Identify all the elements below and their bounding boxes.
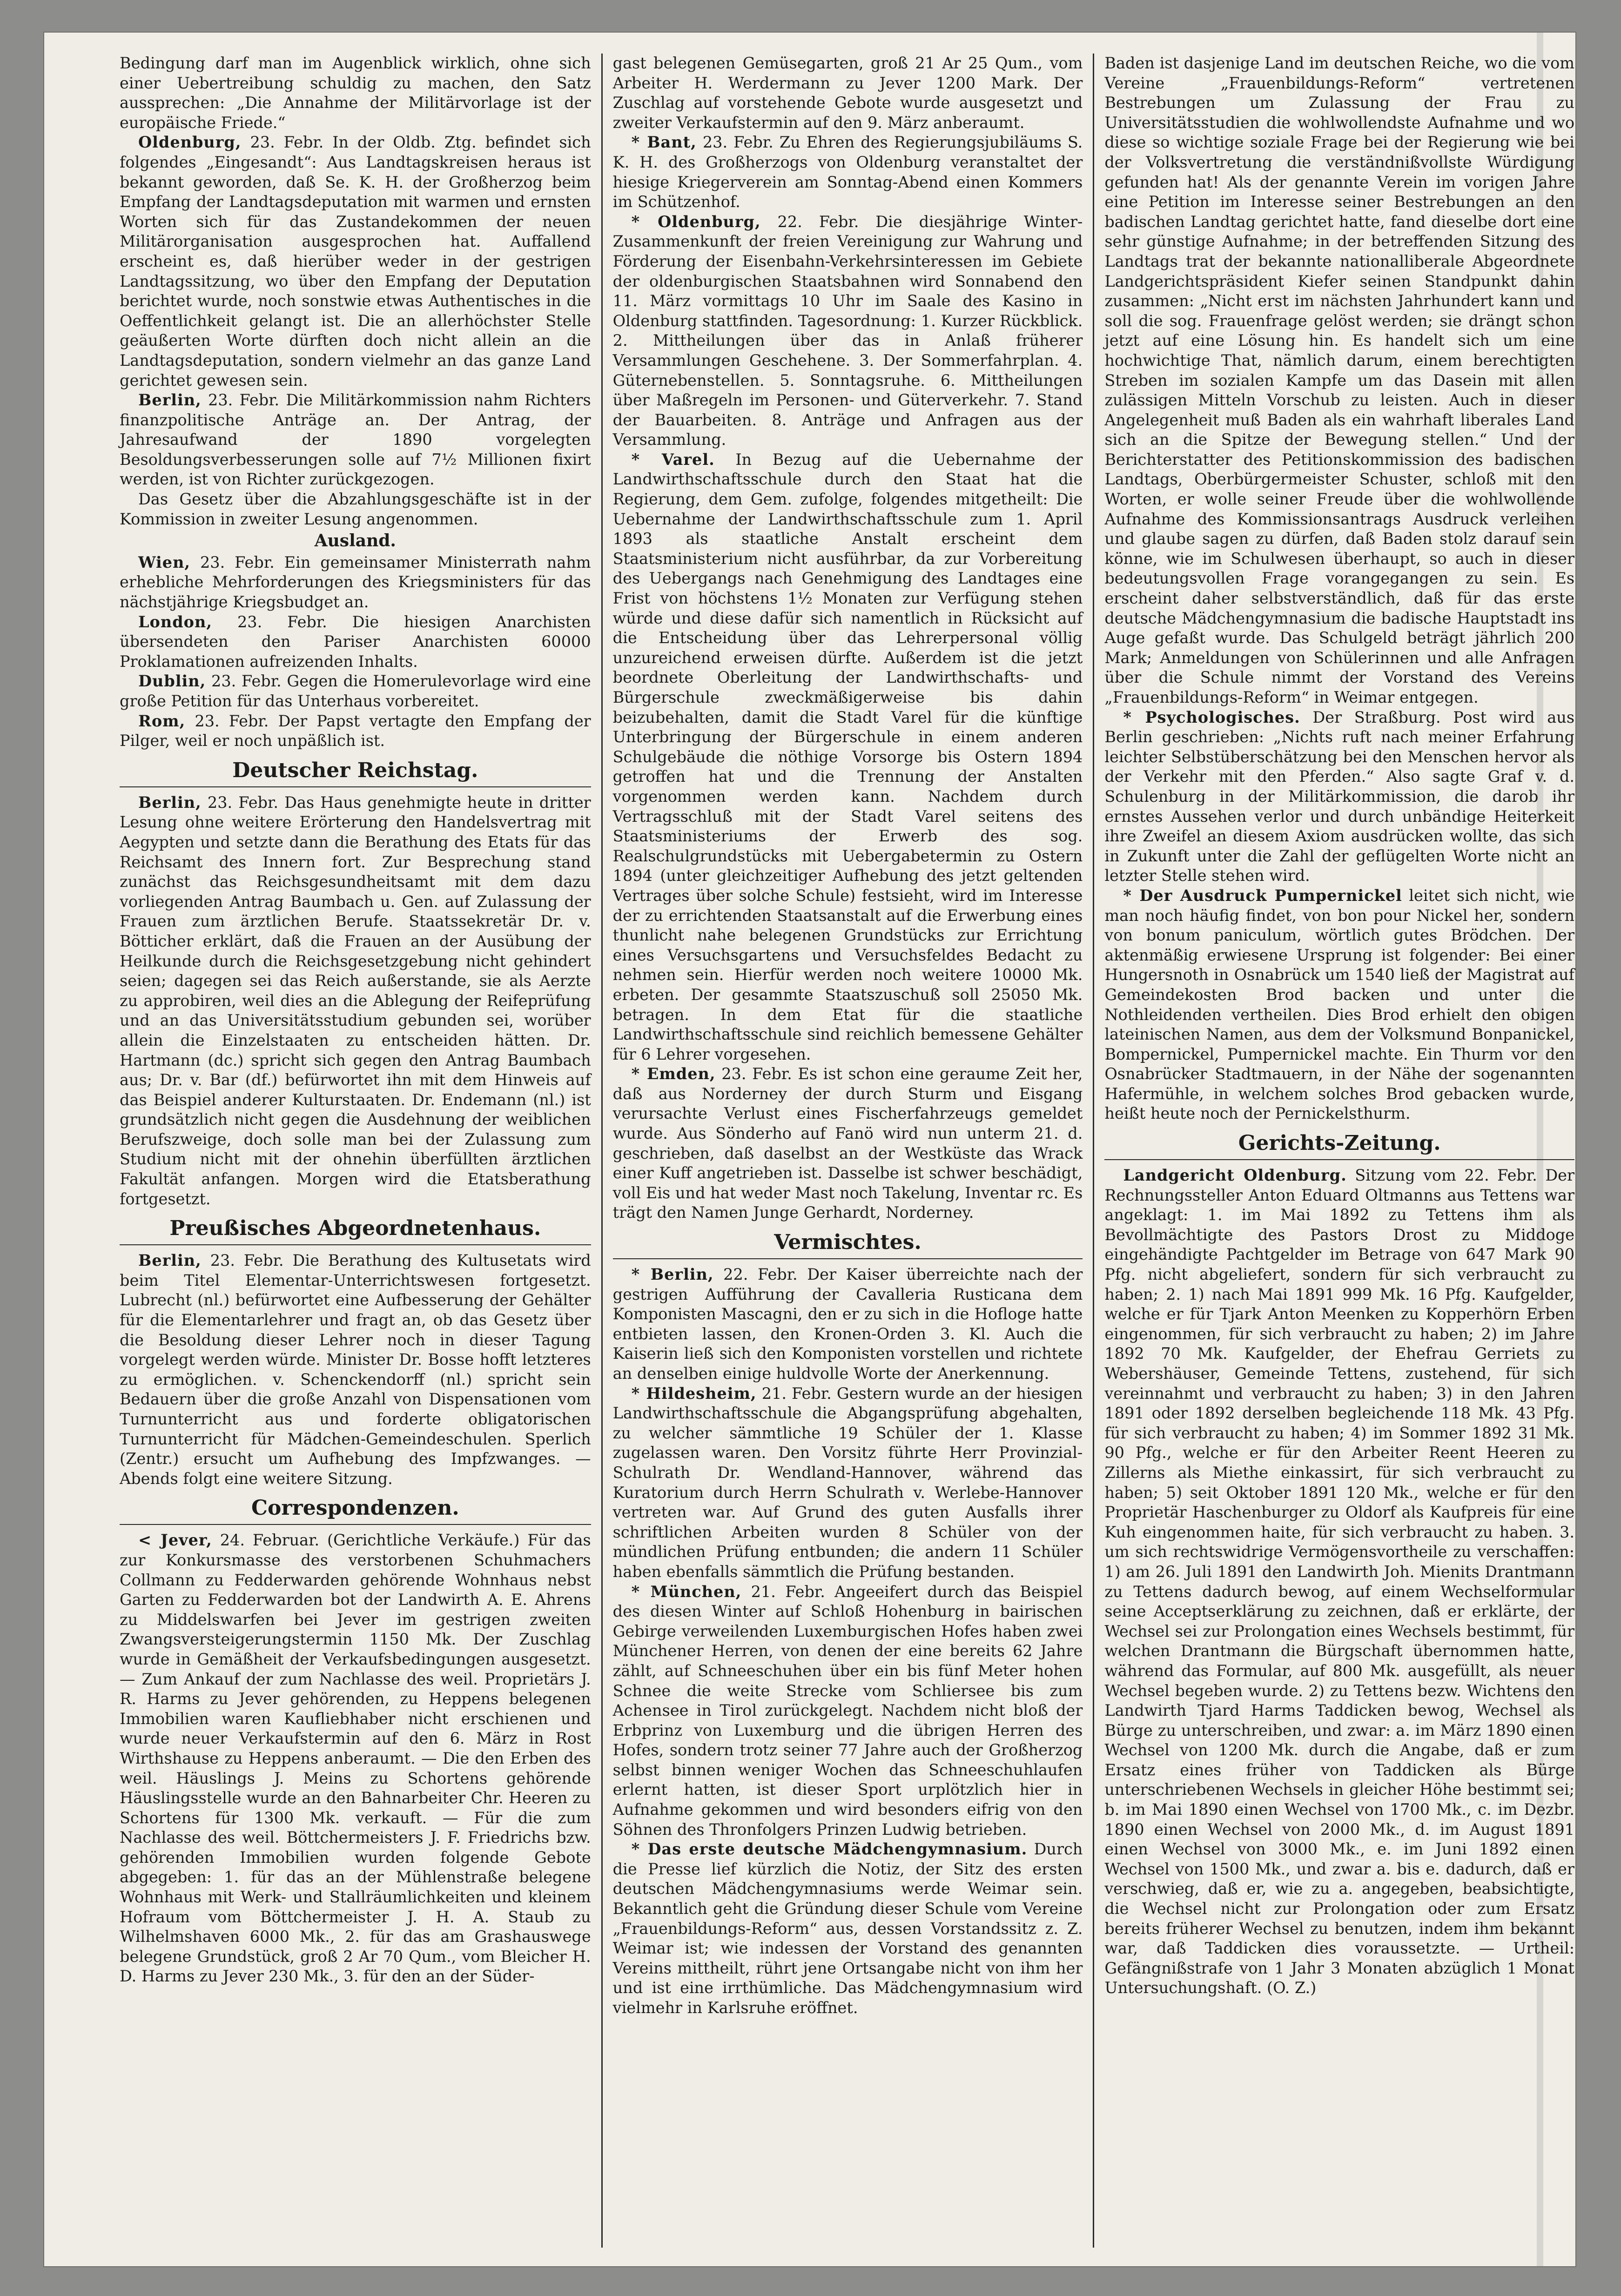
article-text: Der Straßburg. Post wird aus Berlin geschrieben: „Nichts ruft nach meiner Erfahrung leichter Selbstüberschätzung bei den Menschen hervor als der Verkehr mit den Pferden.“ Also sagte Graf v. d. Schulenburg in der Militärkommission, die darob ihr ernstes Aussehen verlor und durch unbändige Heiterkeit ihre Zweifel an diesem Axiom ausdrücken wollte, das sich in Zukunft unter die Zahl der geflügelten Worte nicht an letzter Stelle stehen wird. — [1104, 708, 1575, 885]
dateline: Rom, — [138, 712, 186, 730]
article-text: 23. Febr. Zu Ehren des Regierungsjubiläums S. K. H. des Großherzogs von Oldenburg veranstaltet der hiesige Kriegerverein am Sonntag-Abend einen Kommers im Schützenhof. — [612, 133, 1083, 211]
section-heading: Preußisches Abgeordnetenhaus. — [120, 1215, 591, 1245]
article-text: 23. Febr. Gegen die Homerulevorlage wird eine große Petition für das Unterhaus vorbereitet. — [120, 672, 591, 710]
section-heading: Vermischtes. — [613, 1229, 1083, 1259]
article-text: 23. Febr. Das Haus genehmigte heute in dritter Lesung ohne weitere Erörterung den Handelsvertrag mit Aegypten und setzte dann die Berathung des Etats für das Reichsamt des Innern fort. Zur Besprechung stand zunächst das Reichsgesundheitsamt mit dem dazu vorliegenden Antrag Baumbach u. Gen. auf Zulassung der Frauen zum ärztlichen Berufe. Staatssekretär Dr. v. Bötticher erklärt, daß die Frauen an der Ausübung der Heilkunde durch die Reichsgesetzgebung nicht gehindert seien; dagegen sei das Reich außerstande, sie als Aerzte zu approbiren, weil dies an die Ablegung der Reifeprüfung und an das Universitätsstudium gebunden sei, worüber allein die Einzelstaaten zu entscheiden hätten. Dr. Hartmann (dc.) spricht sich gegen den Antrag Baumbach aus; Dr. v. Bar (df.) befürwortet ihn mit dem Hinweis auf das Beispiel anderer Kulturstaaten. Dr. Endemann (nl.) ist grundsätzlich nicht gegen die Ausdehnung der weiblichen Berufszweige, doch solle man bei der Zulassung zum Studium nicht mit der ohnehin überfüllten ärztlichen Fakultät anfangen. Morgen wird die Etatsberathung fortgesetzt. — [120, 793, 591, 1208]
article-text: 21. Febr. Angeeifert durch das Beispiel des diesen Winter auf Schloß Hohenburg in bairischen Gebirge verweilenden Luxemburgischen Hofes haben zwei Münchener Herren, von denen der eine bereits 62 Jahre zählt, auf Schneeschuhen über ein bis fünf Meter hohen Schnee die weite Strecke vom Schliersee bis zum Achensee in Tirol zurückgelegt. Nachdem nicht bloß der Erbprinz von Luxemburg und die übrigen Herren des Hofes, sondern trotz seiner 77 Jahre auch der Großherzog selbst binnen weniger Wochen das Schneeschuhlaufen erlernt hatten, ist dieser Sport urplötzlich hier in Aufnahme gekommen und wird besonders eifrig von den Söhnen des Thronfolgers Prinzen Ludwig betrieben. — [612, 1582, 1083, 1839]
section-heading: Deutscher Reichstag. — [120, 758, 591, 787]
dateline: * Varel. — [631, 450, 715, 469]
article-paragraph — [120, 54, 591, 133]
article-text: 23. Febr. Die Militärkommission nahm Richters finanzpolitische Anträge an. Der Antrag, der Jahresaufwand der 1890 vorgelegten Besoldungsverbesserungen solle auf 7½ Millionen fixirt werden, ist von Richter zurückgezogen. — [120, 391, 591, 489]
article-text: 21. Febr. Gestern wurde an der hiesigen Landwirthschaftsschule die Abgangsprüfung abgehalten, zu welcher sämmtliche 19 Schüler der 1. Klasse zugelassen waren. Den Vorsitz führte Herr Provinzial-Schulrath Dr. Wendland-Hannover, während das Kuratorium durch Herrn Schulrath v. Werlebe-Hannover vertreten war. Auf Grund des guten Ausfalls ihrer schriftlichen Arbeiten wurden 8 Schüler von der mündlichen Prüfung entbunden; die andern 11 Schüler haben ebenfalls sämmtlich die Prüfung bestanden. — [612, 1384, 1083, 1581]
article-text: 23. Febr. In der Oldb. Ztg. befindet sich folgendes „Eingesandt“: Aus Landtagskreisen heraus ist bekannt geworden, daß Se. K. H. der Großherzog beim Empfang der Landtagsdeputation mit warmen und ernsten Worten sich für das Zustandekommen der neuen Militärorganisation ausgesprochen hat. Auffallend erscheint es, daß hierüber weder in der gestrigen Landtagssitzung, wo über den Empfang der Deputation berichtet wurde, noch sonstwie etwas Authentisches in die Oeffentlichkeit gelangt ist. Die an allerhöchster Stelle geäußerten Worte dürften doch nicht allein an die Landtagsdeputation, sondern vielmehr an das ganze Land gerichtet gewesen sein. — [120, 133, 591, 389]
article-text: Sitzung vom 22. Febr. Der Rechnungssteller Anton Eduard Oltmanns aus Tettens war angeklagt: 1. im Mai 1892 zu Tettens ihm als Bevollmächtigte des Pastors Drost zu Middoge eingehändigte Pachtgelder im Betrage von 647 Mark 90 Pfg. nicht abgeliefert, sondern für sich verbraucht zu haben; 2. 1) nach Mai 1891 999 Mk. 16 Pfg. Kaufgelder, welche er für Tjark Anton Meenken zu Kopperhörn Erben eingenommen, für sich verbraucht zu haben; 2) im Jahre 1892 70 Mk. Kaufgelder, der Ehefrau Gerriets zu Webershäuser, Gemeinde Tettens, zustehend, für sich vereinnahmt und verbraucht zu haben; 3) in den Jahren 1891 oder 1892 derselben begleichende 118 Mk. 43 Pfg. für sich verbraucht zu haben; 4) im Sommer 1892 31 Mk. 90 Pfg., welche er für den Arbeiter Reent Heeren zu Zillerns als Miethe einkassirt, für sich verbraucht zu haben; 5) seit Oktober 1891 120 Mk., welche er für den Proprietär Haschenburger zu Oldorf als Kaufpreis für eine Kuh eingenommen haite, für sich verbraucht zu haben. 3. um sich rechtswidrige Vermögensvortheile zu verschaffen: 1) am 26. Juli 1891 den Landwirth Joh. Mienits Drantmann zu Tettens dadurch bewog, auf einem Wechselformular seine Acceptserklärung zu zeichnen, daß er erklärte, der Wechsel sei zur Prolongation eines Wechsels bestimmt, für welchen Drantmann die Bürgschaft übernommen hatte, während das Formular, auf 800 Mk. ausgefüllt, als neuer Wechsel begeben wurde. 2) zu Tettens bezw. Wichtens den Landwirth Tjard Harms Taddicken bewog, Wechsel als Bürge zu unterschreiben, und zwar: a. im März 1890 einen Wechsel von 1200 Mk. durch die Angabe, daß er zum Ersatz eines früher von Taddicken als Bürge unterschriebenen Wechsels in gleicher Höhe bestimmt sei; b. im Mai 1890 einen Wechsel von 1700 Mk., c. im Dezbr. 1890 einen Wechsel von 2000 Mk., d. im August 1891 einen Wechsel von 3000 Mk., e. im Juni 1892 einen Wechsel von 1500 Mk., und zwar a. bis e. dadurch, daß er verschwieg, daß er, wie zu a. angegeben, beabsichtigte, die Wechsel nicht zur Prolongation oder zum Ersatz bereits früherer Wechsel zu benutzen, indem ihm bekannt war, daß Taddicken dies voraussetzte. — Urtheil: Gefängnißstrafe von 1 Jahr 3 Monaten abzüglich 1 Monat Untersuchungshaft. (O. Z.) — [1104, 1166, 1575, 1997]
article-paragraph — [613, 212, 1083, 450]
dateline: Dublin, — [138, 672, 206, 691]
article-text: Durch die Presse lief kürzlich die Notiz, der Sitz des ersten deutschen Mädchengymnasiums werde Weimar sein. Bekanntlich geht die Gründung dieser Schule vom Vereine „Frauenbildungs-Reform“ aus, dessen Vorstandssitz z. Z. Weimar ist; wie indessen der Vorstand des genannten Vereins mittheilt, rührt jene Ortsangabe nicht von ihm her und ist eine irrthümliche. Das Mädchengymnasium wird vielmehr in Karlsruhe eröffnet. — [612, 1840, 1083, 2017]
dateline: * Oldenburg, — [631, 212, 761, 231]
article-text: 24. Februar. (Gerichtliche Verkäufe.) Für das zur Konkursmasse des verstorbenen Schuhmachers Collmann zu Fedderwarden gehörende Wohnhaus nebst Garten zu Fedderwarden bot der Landwirth A. E. Ahrens zu Middelswarfen bei Jever im gestrigen zweiten Zwangsversteigerungstermin 1150 Mk. Der Zuschlag wurde in Gemäßheit der Verkaufsbedingungen ausgesetzt. — Zum Ankauf der zum Nachlasse des weil. Proprietärs J. R. Harms zu Jever gehörenden, zu Heppens belegenen Immobilien waren Kaufliebhaber nicht erschienen und wurde neuer Verkaufstermin auf den 6. März in Rost Wirthshause zu Heppens anberaumt. — Die den Erben des weil. Häuslings J. Meins zu Schortens gehörende Häuslingsstelle wurde an den Bahnarbeiter Chr. Heeren zu Schortens für 1300 Mk. verkauft. — Für die zum Nachlasse des weil. Böttchermeisters J. F. Friedrichs bzw. gehörenden Immobilien wurden folgende Gebote abgegeben: 1. für das an der Mühlenstraße belegene Wohnhaus mit Werk- und Stallräumlichkeiten und kleinem Hofraum vom Böttchermeister J. H. A. Staub zu Wilhelmshaven 6000 Mk., 2. für das am Grashauswege belegene Grundstück, groß 2 Ar 70 Qum., vom Bleicher H. D. Harms zu Jever 230 Mk., 3. für den an der Süder- — [120, 1531, 591, 1986]
column-2 — [601, 54, 1093, 2248]
dateline: * Der Ausdruck Pumpernickel — [1123, 886, 1402, 905]
dateline: * Psychologisches. — [1123, 708, 1300, 726]
article-paragraph — [120, 133, 591, 390]
article-paragraph — [120, 390, 591, 490]
article-paragraph — [120, 612, 591, 672]
article-paragraph — [613, 1064, 1083, 1223]
article-text: 22. Febr. Die diesjährige Winter-Zusammenkunft der freien Vereinigung zur Wahrung und Förderung der Eisenbahn-Verkehrsinteressen im Gebiete der oldenburgischen Staatsbahnen wird Sonnabend den 11. März vormittags 10 Uhr im Saale des Kasino in Oldenburg stattfinden. Tagesordnung: 1. Kurzer Rückblick. 2. Mittheilungen über das in Anlaß früherer Versammlungen Geschehene. 3. Der Sommerfahrplan. 4. Güternebenstellen. 5. Sonntagsruhe. 6. Mittheilungen über Maßregeln im Personen- und Güterverkehr. 7. Stand der Bauarbeiten. 8. Anträge und Anfragen aus der Versammlung. — [612, 212, 1083, 449]
dateline: * Berlin, — [631, 1265, 714, 1284]
article-paragraph — [1104, 708, 1574, 886]
article-paragraph — [613, 54, 1083, 133]
dateline: London, — [138, 612, 213, 631]
dateline: Berlin, — [138, 793, 202, 812]
dateline: Wien, — [138, 553, 191, 571]
article-paragraph — [120, 490, 591, 529]
article-paragraph — [1104, 1166, 1574, 1998]
article-paragraph — [120, 671, 591, 711]
article-paragraph — [613, 450, 1083, 1064]
article-paragraph — [613, 1582, 1083, 1840]
dateline: * Das erste deutsche Mädchengymnasium. — [631, 1840, 1028, 1859]
column-3 — [1093, 54, 1585, 2248]
dateline: Landgericht Oldenburg. — [1123, 1166, 1347, 1185]
article-paragraph — [613, 133, 1083, 212]
dateline: Berlin, — [138, 1251, 202, 1270]
article-text: Das Gesetz über die Abzahlungsgeschäfte ist in der Kommission in zweiter Lesung angenommen. — [120, 490, 591, 528]
article-paragraph — [1104, 54, 1574, 708]
dateline: * Bant, — [631, 133, 697, 152]
article-paragraph — [613, 1384, 1083, 1582]
article-paragraph — [120, 793, 591, 1209]
subsection-heading: Ausland. — [314, 531, 396, 551]
article-paragraph — [120, 1251, 591, 1489]
dateline: * Hildesheim, — [631, 1384, 757, 1403]
article-text: 23. Febr. Die Berathung des Kultusetats wird beim Titel Elementar-Unterrichtswesen fortgesetzt. Lubrecht (nl.) befürwortet eine Aufbesserung der Gehälter für die Elementarlehrer und fragt an, ob das Gesetz über die Besoldung dieser Lehrer noch in dieser Tagung vorgelegt werden würde. Minister Dr. Bosse hofft letzteres zu ermöglichen. v. Schenckendorff (nl.) spricht sein Bedauern über die große Anzahl von Dispensationen vom Turnunterricht aus und forderte obligatorischen Turnunterricht für Mädchen-Gemeindeschulen. Sperlich (Zentr.) ersucht um Aufhebung des Impfzwanges. — Abends folgt eine weitere Sitzung. — [120, 1251, 591, 1488]
article-text: gast belegenen Gemüsegarten, groß 21 Ar 25 Qum., vom Arbeiter H. Werdermann zu Jever 1200 Mark. Der Zuschlag auf vorstehende Gebote wurde ausgesetzt und zweiter Verkaufstermin auf den 9. März anberaumt. — [612, 54, 1083, 132]
dateline: Berlin, — [138, 391, 202, 410]
dateline: * München, — [631, 1582, 742, 1601]
article-paragraph — [1104, 886, 1574, 1124]
dateline: < Jever, — [138, 1531, 212, 1550]
article-text: leitet sich nicht, wie man noch häufig findet, von bon pour Nickel her, sondern von bonum paniculum, wörtlich gutes Brödchen. Der aktenmäßig erwiesene Ursprung ist folgender: Bei einer Hungersnoth in Osnabrück um 1540 ließ der Magistrat auf Gemeindekosten Brod backen und unter die Nothleidenden vertheilen. Dies Brod erhielt den obigen lateinischen Namen, aus dem der Volksmund Bonpanickel, Bompernickel, Pumpernickel machte. Ein Thurm vor den Osnabrücker Stadtmauern, in der Nähe der sogenannten Hafermühle, in welchem solches Brod gebacken wurde, heißt heute noch der Pernickelsthurm. — [1104, 886, 1575, 1123]
newspaper-columns — [109, 54, 1585, 2248]
article-text: 23. Febr. Ein gemeinsamer Ministerrath nahm erhebliche Mehrforderungen des Kriegsministers für das nächstjährige Kriegsbudget an. — [120, 553, 591, 611]
article-text: 23. Febr. Die hiesigen Anarchisten übersendeten den Pariser Anarchisten 60000 Proklamationen aufreizenden Inhalts. — [120, 612, 591, 671]
article-paragraph — [120, 712, 591, 751]
section-heading: Correspondenzen. — [120, 1495, 591, 1525]
article-paragraph — [613, 1839, 1083, 2018]
article-text: In Bezug auf die Uebernahme der Landwirthschaftsschule durch den Staat hat die Regierung, dem Gem. zufolge, folgendes mitgetheilt: Die Uebernahme der Landwirthschaftsschule zum 1. April 1893 als staatliche Anstalt erscheint dem Staatsministerium nicht ausführbar, da zur Vorbereitung des Uebergangs nach Genehmigung des Landtages eine Frist von höchstens 1½ Monaten zur Verfügung stehen würde und diese dafür sich namentlich in Rücksicht auf die Entscheidung über das Lehrerpersonal völlig unzureichend erweisen dürfte. Außerdem ist die jetzt beordnete Oberleitung der Landwirthschafts- und Bürgerschule zweckmäßigerweise bis dahin beizubehalten, damit die Stadt Varel für die künftige Unterbringung der Bürgerschule in einem anderen Schulgebäude die nöthige Vorsorge bis Ostern 1894 getroffen hat und die Trennung der Anstalten vorgenommen werden kann. Nachdem durch Vertragsschluß mit der Stadt Varel seitens des Staatsministeriums der Erwerb des sog. Realschulgrundstücks mit Uebergabetermin zu Ostern 1894 (unter gleichzeitiger Aufhebung des jetzt geltenden Vertrages über solche Schule) festsieht, wird im Interesse der zu errichtenden Staatsanstalt auf die Erwerbung eines thunlicht nahe belegenen Grundstücks zur Errichtung eines Versuchsgartens und Versuchsfeldes Bedacht zu nehmen sein. Hierfür werden noch weitere 10000 Mk. erbeten. Der gesammte Staatszuschuß soll 25050 Mk. betragen. In dem Etat für die staatliche Landwirthschaftsschule sind reichlich bemessene Gehälter für 6 Lehrer vorgesehen. — [612, 450, 1083, 1063]
article-text: 23. Febr. Es ist schon eine geraume Zeit her, daß aus Norderney der durch Sturm und Eisgang verursachte Verlust eines Fischerfahrzeugs gemeldet wurde. Aus Sönderho auf Fanö wird nun unterm 21. d. geschrieben, daß daselbst an der Westküste das Wrack einer Kuff angetrieben ist. Dasselbe ist schwer beschädigt, voll Eis und hat weder Mast noch Takelung, Inventar rc. Es trägt den Namen Junge Gerhardt, Norderney. — [612, 1065, 1083, 1222]
section-heading: Gerichts-Zeitung. — [1104, 1130, 1574, 1160]
article-text: Bedingung darf man im Augenblick wirklich, ohne sich einer Uebertreibung schuldig zu machen, den Satz aussprechen: „Die Annahme der Militärvorlage ist der europäische Friede.“ — [120, 54, 591, 132]
article-text: Baden ist dasjenige Land im deutschen Reiche, wo die vom Vereine „Frauenbildungs-Reform“ vertretenen Bestrebungen um Zulassung der Frau zu Universitätsstudien die wohlwollendste Aufnahme und wo diese so wichtige soziale Frage bei der Regierung wie bei der Volksvertretung die verständnißvollste Würdigung gefunden hat! Als der genannte Verein im vorigen Jahre eine Petition im Interesse seiner Bestrebungen an den badischen Landtag gerichtet hatte, fand dieselbe dort eine sehr günstige Aufnahme; in der betreffenden Sitzung des Landtags trat der bekannte nationalliberale Abgeordnete Landgerichtspräsident Kiefer seinen Standpunkt dahin zusammen: „Nicht erst im nächsten Jahrhundert kann und soll die sog. Frauenfrage gelöst werden; sie drängt schon jetzt auf eine Lösung hin. Es handelt sich um eine hochwichtige That, nämlich darum, einem berechtigten Streben im sozialen Kampfe um das Dasein mit allen zulässigen Mitteln Vorschub zu leisten. Auch in dieser Angelegenheit muß Baden als ein wahrhaft liberales Land sich an die Spitze der Bewegung stellen.“ Und der Berichterstatter des Petitionskommission des badischen Landtags, Oberbürgermeister Schuster, schloß mit den Worten, er wolle seiner Freude über die wohlwollende Aufnahme des Kommissionsantrags Ausdruck verleihen und glaube sagen zu dürfen, daß Baden stolz darauf sein könne, wie im Schulwesen überhaupt, so auch in dieser bedeutungsvollen Frage vorangegangen zu sein. Es erscheint daher selbstverständlich, daß für das erste deutsche Mädchengymnasium die badische Hauptstadt ins Auge gefaßt wurde. Das Schulgeld beträgt jährlich 200 Mark; Anmeldungen von Schülerinnen und alle Anfragen über die Schule nimmt der Vorstand des Vereins „Frauenbildungs-Reform“ in Weimar entgegen. — [1104, 54, 1575, 706]
article-text: 23. Febr. Der Papst vertagte den Empfang der Pilger, weil er noch unpäßlich ist. — [120, 712, 591, 750]
dateline: Oldenburg, — [138, 133, 242, 152]
dateline: * Emden, — [631, 1065, 716, 1083]
article-text: 22. Febr. Der Kaiser überreichte nach der gestrigen Aufführung der Cavalleria Rusticana dem Komponisten Mascagni, den er zu sich in die Hofloge hatte entbieten lassen, den Kronen-Orden 3. Kl. Auch die Kaiserin ließ sich den Komponisten vorstellen und richtete an denselben einige huldvolle Worte der Anerkennung. — [612, 1265, 1083, 1383]
article-paragraph — [120, 553, 591, 612]
article-paragraph — [613, 1265, 1083, 1384]
column-1 — [109, 54, 601, 2248]
article-paragraph — [120, 1531, 591, 1987]
